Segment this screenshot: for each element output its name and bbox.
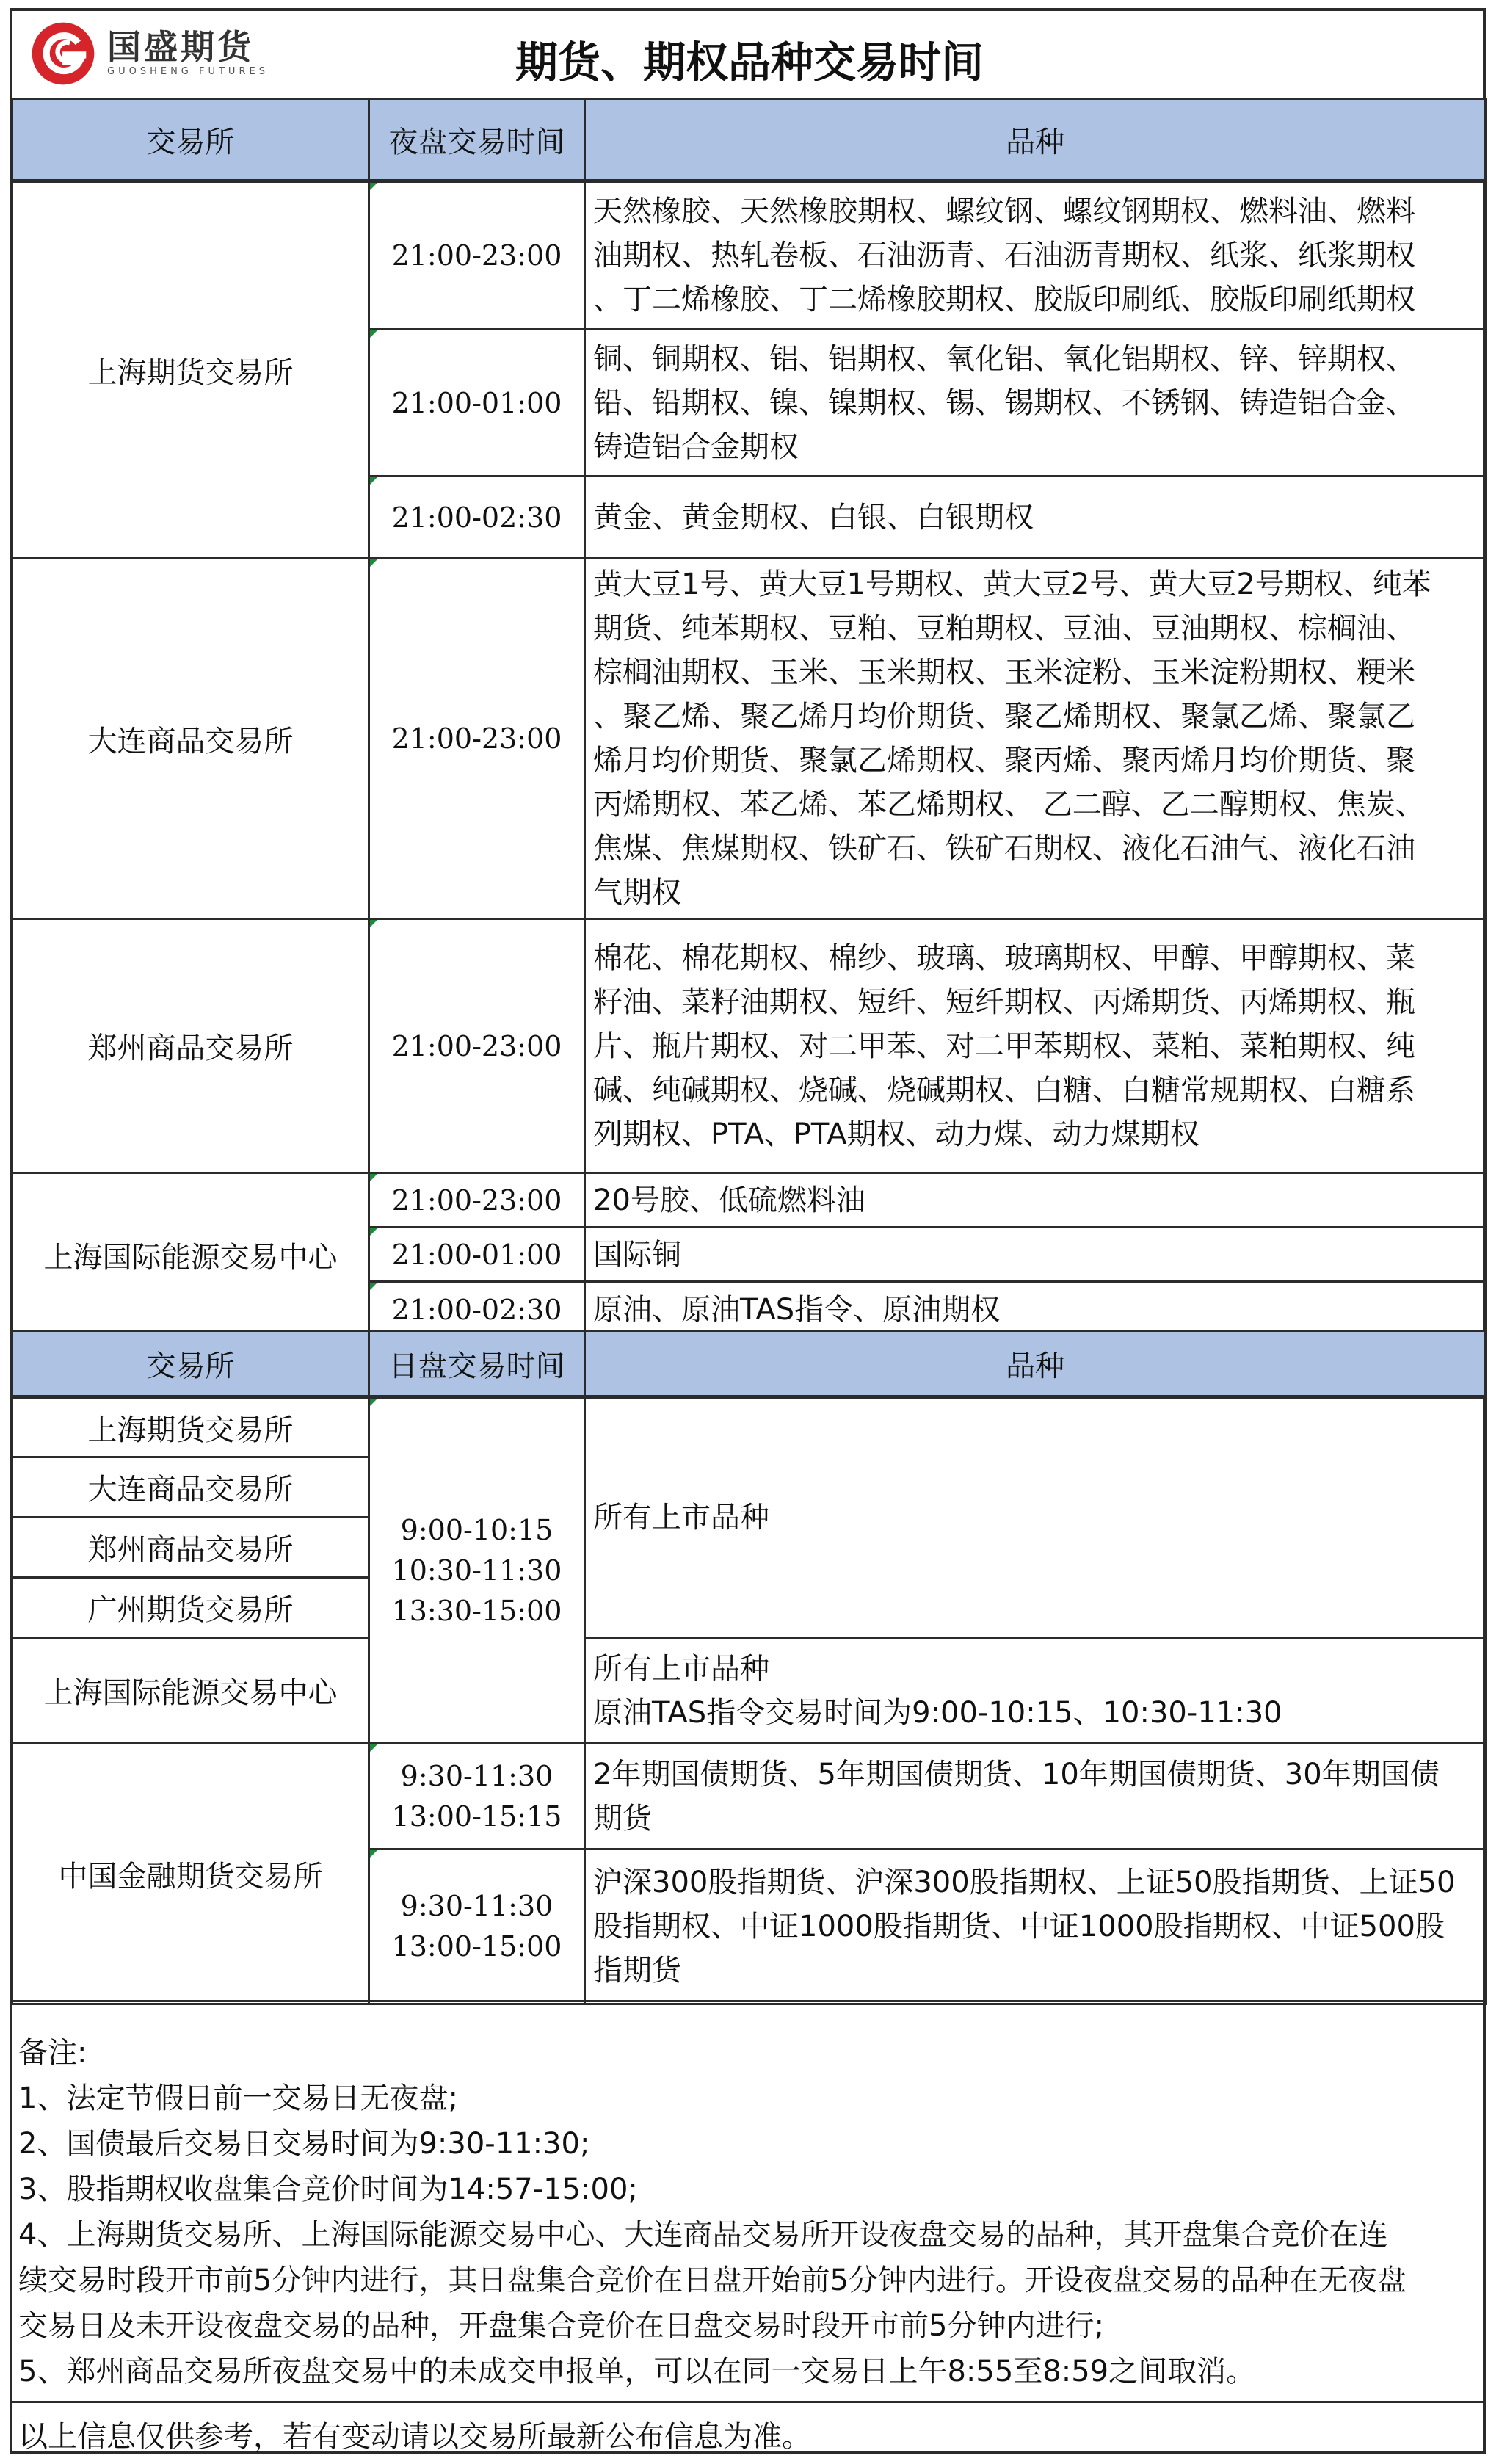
note-line: 1、法定节假日前一交易日无夜盘; — [18, 2081, 458, 2115]
brand-name: 国盛期货 — [107, 27, 254, 67]
products-line: 原油TAS指令交易时间为9:00-10:15、10:30-11:30 — [593, 1695, 1282, 1730]
note-line: 2、国债最后交易日交易时间为9:30-11:30; — [18, 2127, 590, 2161]
time-cell: 21:00-23:00 — [369, 559, 585, 919]
products-line: 、聚乙烯、聚乙烯月均价期货、聚乙烯期权、聚氯乙烯、聚氯乙 — [593, 700, 1415, 733]
products-line: 天然橡胶、天然橡胶期权、螺纹钢、螺纹钢期权、燃料油、燃料 — [593, 195, 1415, 228]
time-cell — [369, 1397, 585, 1744]
time-cell — [369, 1744, 585, 1849]
time-cell: 21:00-02:30 — [369, 1282, 585, 1338]
time-line: 13:00-15:15 — [391, 1800, 562, 1833]
time-cell: 21:00-01:00 — [369, 1228, 585, 1282]
products-line: 铸造铝合金期权 — [593, 430, 799, 464]
time-line: 9:30-11:30 — [400, 1890, 553, 1922]
note-line: 续交易时段开市前5分钟内进行，其日盘集合竞价在日盘开始前5分钟内进行。开设夜盘交易的品种在无夜盘 — [18, 2264, 1407, 2297]
products-line: 气期权 — [593, 876, 681, 910]
exchange-cell: 大连商品交易所 — [12, 559, 369, 919]
time-cell: 21:00-23:00 — [369, 919, 585, 1173]
table-row — [12, 1397, 1486, 1457]
note-line: 交易日及未开设夜盘交易的品种，开盘集合竞价在日盘交易时段开市前5分钟内进行; — [18, 2309, 1104, 2343]
products-line: 碱、纯碱期权、烧碱、烧碱期权、白糖、白糖常规期权、白糖系 — [593, 1073, 1415, 1107]
disclaimer: 以上信息仅供参考，若有变动请以交易所最新公布信息为准。 — [11, 2401, 1484, 2454]
header-products: 品种 — [585, 99, 1486, 181]
products-line: 2年期国债期货、5年期国债期货、10年期国债期货、30年期国债 — [593, 1757, 1440, 1791]
exchange-cell: 大连商品交易所 — [12, 1457, 369, 1518]
products-line: 黄金、黄金期权、白银、白银期权 — [593, 500, 1034, 535]
products-line: 籽油、菜籽油期权、短纤、短纤期权、丙烯期货、丙烯期权、瓶 — [593, 985, 1415, 1019]
products-line: 丙烯期权、苯乙烯、苯乙烯期权、 乙二醇、乙二醇期权、焦炭、 — [593, 788, 1425, 822]
time-cell: 21:00-02:30 — [369, 477, 585, 559]
products-cell — [585, 919, 1486, 1173]
products-line: 棉花、棉花期权、棉纱、玻璃、玻璃期权、甲醇、甲醇期权、菜 — [593, 941, 1415, 975]
time-cell — [369, 1849, 585, 2004]
day-session-table — [11, 1330, 1487, 2005]
products-cell — [585, 1849, 1486, 2004]
products-cell: 国际铜 — [585, 1228, 1486, 1282]
table-row — [12, 1173, 1486, 1228]
note-line: 4、上海期货交易所、上海国际能源交易中心、大连商品交易所开设夜盘交易的品种，其开盘集合竞价在连 — [18, 2218, 1388, 2252]
time-line: 9:30-11:30 — [400, 1759, 553, 1792]
products-cell — [585, 1638, 1486, 1744]
night-session-table — [11, 98, 1487, 1338]
products-line: 沪深300股指期货、沪深300股指期权、上证50股指期货、上证50 — [593, 1866, 1456, 1899]
exchange-cell: 广州期货交易所 — [12, 1578, 369, 1638]
header-exchange: 交易所 — [12, 99, 369, 181]
exchange-cell: 上海国际能源交易中心 — [12, 1638, 369, 1744]
table-row — [12, 181, 1486, 330]
time-cell: 21:00-23:00 — [369, 181, 585, 330]
page-title: 期货、期权品种交易时间 — [515, 37, 984, 87]
note-line: 5、郑州商品交易所夜盘交易中的未成交申报单，可以在同一交易日上午8:55至8:59之间取消。 — [18, 2355, 1256, 2388]
products-cell: 所有上市品种 — [585, 1397, 1486, 1638]
products-cell — [585, 181, 1486, 330]
products-line: 焦煤、焦煤期权、铁矿石、铁矿石期权、液化石油气、液化石油 — [593, 832, 1415, 866]
time-line: 10:30-11:30 — [391, 1554, 562, 1587]
table-row — [12, 1744, 1486, 1849]
notes-section — [11, 2000, 1484, 2396]
table-row — [12, 1638, 1486, 1744]
header-products: 品种 — [585, 1331, 1486, 1397]
products-line: 、丁二烯橡胶、丁二烯橡胶期权、胶版印刷纸、胶版印刷纸期权 — [593, 283, 1415, 316]
brand-name-en: GUOSHENG FUTURES — [107, 66, 269, 77]
products-line: 期货、纯苯期权、豆粕、豆粕期权、豆油、豆油期权、棕榈油、 — [593, 612, 1415, 645]
products-line: 铅、铅期权、镍、镍期权、锡、锡期权、不锈钢、铸造铝合金、 — [593, 385, 1415, 420]
products-line: 股指期权、中证1000股指期货、中证1000股指期权、中证500股 — [593, 1910, 1445, 1943]
products-cell — [585, 477, 1486, 559]
table-row — [12, 559, 1486, 919]
products-line: 烯月均价期货、聚氯乙烯期权、聚丙烯、聚丙烯月均价期货、聚 — [593, 744, 1415, 778]
products-line: 所有上市品种 — [593, 1651, 769, 1686]
exchange-cell: 郑州商品交易所 — [12, 1518, 369, 1578]
header-exchange: 交易所 — [12, 1331, 369, 1397]
exchange-cell: 中国金融期货交易所 — [12, 1744, 369, 2004]
exchange-cell: 上海国际能源交易中心 — [12, 1173, 369, 1338]
time-line: 9:00-10:15 — [400, 1513, 553, 1546]
time-line: 13:00-15:00 — [391, 1930, 562, 1963]
header-day-time: 日盘交易时间 — [369, 1331, 585, 1397]
products-line: 列期权、PTA、PTA期权、动力煤、动力煤期权 — [593, 1117, 1199, 1151]
exchange-cell: 上海期货交易所 — [12, 1397, 369, 1457]
products-cell — [585, 1744, 1486, 1849]
exchange-cell: 上海期货交易所 — [12, 181, 369, 559]
time-cell: 21:00-01:00 — [369, 330, 585, 477]
products-line: 油期权、热轧卷板、石油沥青、石油沥青期权、纸浆、纸浆期权 — [593, 239, 1415, 272]
products-cell — [585, 559, 1486, 919]
notes-heading: 备注: — [18, 2036, 87, 2070]
products-cell: 20号胶、低硫燃料油 — [585, 1173, 1486, 1228]
products-cell — [585, 330, 1486, 477]
products-line: 棕榈油期权、玉米、玉米期权、玉米淀粉、玉米淀粉期权、粳米 — [593, 656, 1415, 689]
time-line: 13:30-15:00 — [391, 1594, 562, 1627]
note-line: 3、股指期权收盘集合竞价时间为14:57-15:00; — [18, 2173, 638, 2206]
header-night-time: 夜盘交易时间 — [369, 99, 585, 181]
products-cell: 原油、原油TAS指令、原油期权 — [585, 1282, 1486, 1338]
products-line: 期货 — [593, 1801, 652, 1836]
products-line: 片、瓶片期权、对二甲苯、对二甲苯期权、菜粕、菜粕期权、纯 — [593, 1029, 1415, 1063]
time-cell: 21:00-23:00 — [369, 1173, 585, 1228]
products-line: 铜、铜期权、铝、铝期权、氧化铝、氧化铝期权、锌、锌期权、 — [593, 341, 1415, 376]
table-row — [12, 919, 1486, 1173]
exchange-cell: 郑州商品交易所 — [12, 919, 369, 1173]
products-line: 黄大豆1号、黄大豆1号期权、黄大豆2号、黄大豆2号期权、纯苯 — [593, 568, 1431, 601]
products-line: 指期货 — [593, 1954, 681, 1987]
